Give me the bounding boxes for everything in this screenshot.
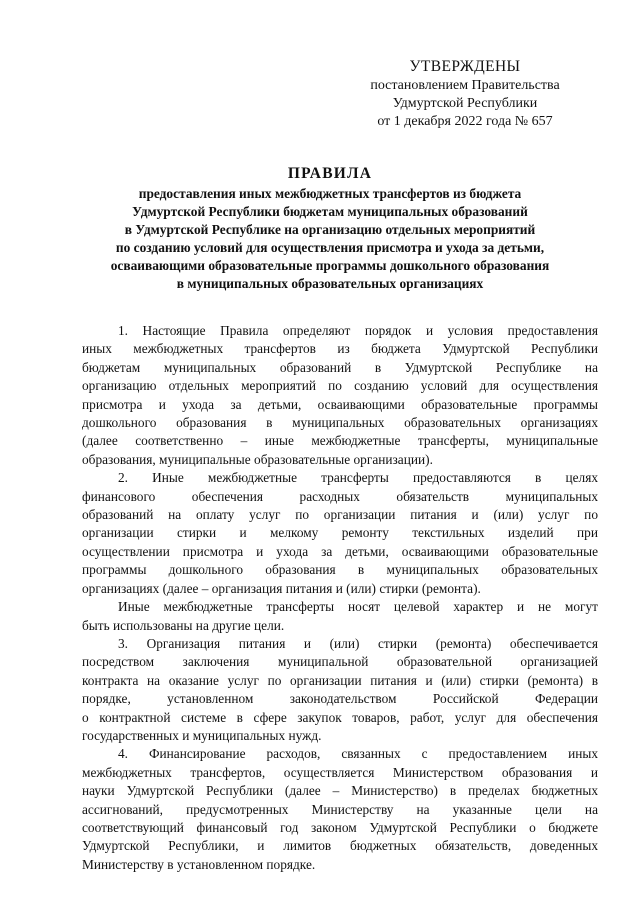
- title-line: осваивающими образовательные программы дошкольного образования: [110, 258, 550, 273]
- paragraph-2b-line: быть использованы на другие цели.: [82, 617, 285, 633]
- paragraph-3-line: контракта на оказание услуг по организации питания и (или) стирки (ремонта) в: [82, 672, 598, 688]
- title-line: Удмуртской Республики бюджетам муниципальных образований: [132, 204, 528, 219]
- paragraph-1-line: присмотра и ухода за детьми, осваивающими образовательные программы: [82, 396, 598, 412]
- paragraph-3-line: государственных и муниципальных нужд.: [82, 727, 322, 743]
- title-line: в муниципальных образовательных организациях: [176, 276, 484, 291]
- paragraph-1-line: образования, муниципальные образовательные организации).: [82, 451, 433, 467]
- paragraph-3-line: 3. Организация питания и (или) стирки (ремонта) обеспечивается: [118, 635, 598, 651]
- paragraph-2-line: финансового обеспечения расходных обязательств муниципальных: [82, 488, 598, 504]
- paragraph-2b-line: Иные межбюджетные трансферты носят целевой характер и не могут: [118, 599, 598, 615]
- paragraph-3-line: о контрактной системе в сфере закупок товаров, работ, услуг для обеспечения: [82, 709, 598, 725]
- approval-heading: УТВЕРЖДЕНЫ: [409, 58, 521, 75]
- paragraph-2-line: осуществлении присмотра и ухода за детьми, осваивающими образовательные: [82, 543, 598, 559]
- paragraph-1-line: бюджетам муниципальных образований в Удмуртской Республике на: [82, 359, 598, 375]
- document-title: [60, 163, 600, 293]
- approval-stamp: [330, 58, 600, 131]
- paragraph-2-line: организациях (далее – организация питания и (или) стирки (ремонта).: [82, 580, 481, 596]
- paragraph-2-line: программы дошкольного образования в муниципальных образовательных: [82, 562, 598, 578]
- title-line: по созданию условий для осуществления присмотра и ухода за детьми,: [115, 240, 545, 255]
- paragraph-2-line: образований на оплату услуг по организации питания и (или) услуг по: [82, 507, 598, 523]
- paragraph-4-line: Удмуртской Республики, и лимитов бюджетных обязательств, доведенных: [82, 838, 598, 854]
- paragraph-1-line: организацию отдельных мероприятий по созданию условий для осуществления: [82, 378, 598, 394]
- paragraph-4-line: Министерству в установленном порядке.: [82, 856, 316, 872]
- paragraph-4-line: 4. Финансирование расходов, связанных с предоставлением иных: [118, 746, 598, 762]
- paragraph-1-line: 1. Настоящие Правила определяют порядок и условия предоставления: [118, 323, 598, 338]
- paragraph-4-line: науки Удмуртской Республики (далее – Министерство) в пределах бюджетных: [82, 783, 598, 799]
- title-line: в Удмуртской Республике на организацию отдельных мероприятий: [124, 222, 536, 237]
- paragraph-2-line: 2. Иные межбюджетные трансферты предоставляются в целях: [118, 470, 598, 486]
- title-line: предоставления иных межбюджетных трансфертов из бюджета: [138, 186, 522, 201]
- paragraph-3-line: порядке, установленном законодательством Российской Федерации: [82, 691, 598, 707]
- title-heading: ПРАВИЛА: [287, 165, 373, 182]
- paragraph-3-line: посредством заключения муниципальной образовательной организацией: [82, 654, 598, 670]
- paragraph-4-line: ассигнований, предусмотренных Министерству на указанные цели на: [82, 801, 598, 817]
- paragraph-4-line: соответствующий финансовый год законом Удмуртской Республики о бюджете: [82, 819, 598, 835]
- paragraph-1-line: (далее соответственно – иные межбюджетные трансферты, муниципальные: [82, 433, 598, 449]
- document-body: [82, 322, 598, 874]
- approval-line: постановлением Правительства: [370, 78, 560, 93]
- approval-date-line: от 1 декабря 2022 года № 657: [377, 114, 553, 129]
- paragraph-4-line: межбюджетных трансфертов, осуществляется Министерством образования и: [82, 764, 598, 780]
- paragraph-1-line: дошкольного образования в муниципальных образовательных организациях: [82, 415, 598, 431]
- approval-line: Удмуртской Республики: [392, 96, 538, 111]
- paragraph-1-line: иных межбюджетных трансфертов из бюджета Удмуртской Республики: [82, 341, 598, 357]
- paragraph-2-line: организации стирки и мелкому ремонту текстильных изделий при: [82, 525, 598, 541]
